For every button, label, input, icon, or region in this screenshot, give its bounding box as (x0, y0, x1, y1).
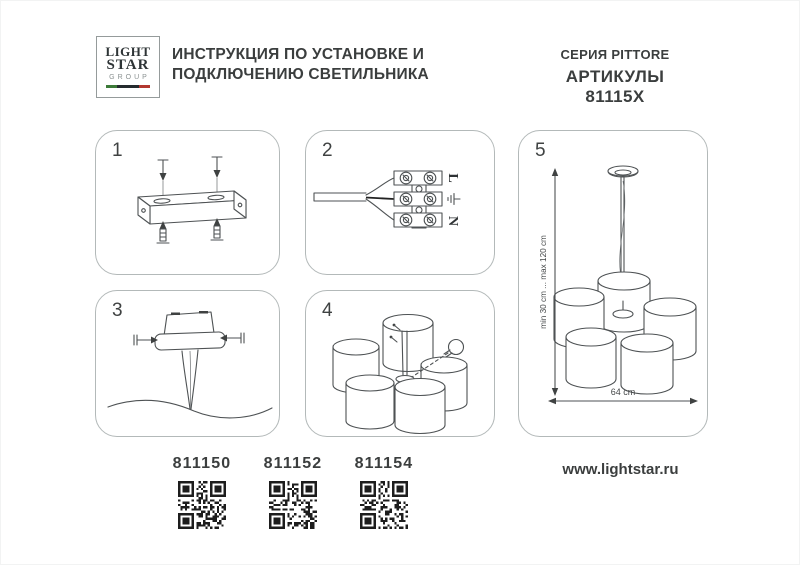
article-item (339, 455, 429, 529)
article-number: 811154 (354, 455, 414, 472)
step-panel-1 (95, 130, 280, 275)
line-wire-label: L (445, 173, 460, 183)
qr-code (360, 481, 408, 529)
step-panel-4 (305, 290, 495, 437)
step-number: 5 (535, 140, 546, 161)
terminal-row (394, 192, 442, 206)
website-url: www.lightstar.ru (562, 461, 679, 478)
series-name: СЕРИЯ PITTORE (560, 47, 670, 62)
canopy-fixing-drawing (96, 291, 281, 438)
step-number: 1 (112, 140, 123, 161)
shade-assembly-drawing (306, 291, 496, 438)
series-block (540, 47, 690, 107)
step-number: 3 (112, 300, 123, 321)
article-item (157, 455, 247, 529)
article-number: 811150 (172, 455, 232, 472)
logo-text: STAR (106, 57, 150, 73)
step-panel-2 (305, 130, 495, 275)
earth-ground-icon (448, 194, 460, 205)
page-title-line2: ПОДКЛЮЧЕНИЮ СВЕТИЛЬНИКА (172, 66, 429, 83)
lightstar-logo (96, 36, 160, 98)
articles-label: АРТИКУЛЫ 81115X (565, 67, 665, 106)
neutral-wire-label: N (445, 215, 460, 227)
article-number: 811152 (263, 455, 323, 472)
terminal-row (394, 213, 442, 227)
height-range-label: min 30 cm ... max 120 cm (539, 235, 548, 329)
step-number: 2 (322, 140, 333, 161)
logo-text: LIGHT (105, 44, 151, 59)
terminal-block-wiring-drawing (306, 131, 496, 276)
page-title-line1: ИНСТРУКЦИЯ ПО УСТАНОВКЕ И (172, 46, 425, 63)
step-panel-5 (518, 130, 708, 437)
chandelier-dimension-drawing (519, 131, 709, 438)
step-panel-3 (95, 290, 280, 437)
logo-text: GROUP (109, 74, 150, 81)
bulb-icon (449, 340, 464, 355)
qr-code (178, 481, 226, 529)
qr-code (269, 481, 317, 529)
terminal-row (394, 171, 442, 185)
width-label: 64 cm (610, 387, 636, 397)
page-title (172, 45, 429, 85)
italian-flag-bar-icon (106, 85, 150, 88)
bracket-mounting-drawing (96, 131, 281, 276)
article-item (248, 455, 338, 529)
step-number: 4 (322, 300, 333, 321)
